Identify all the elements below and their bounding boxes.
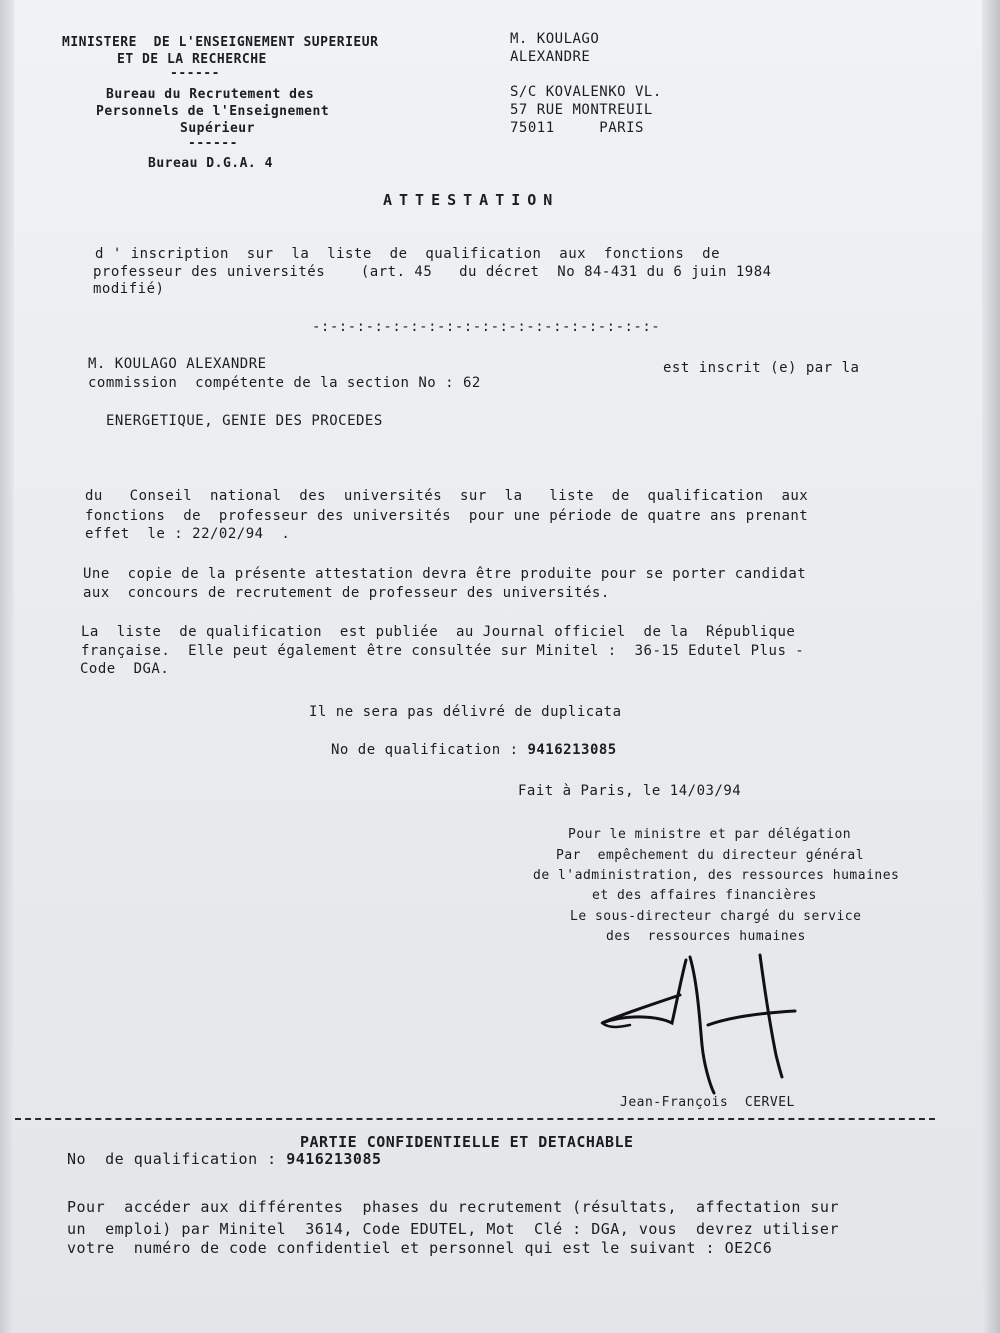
bureau-line3: Supérieur (180, 121, 255, 136)
qualification-number: 9416213085 (527, 742, 617, 758)
candidate-name: M. KOULAGO ALEXANDRE (88, 356, 267, 372)
handwritten-signature (590, 945, 810, 1095)
confidential-line3: votre numéro de code confidentiel et personnel qui est le suivant : OE2C6 (67, 1239, 773, 1257)
signature-block-line3: de l'administration, des ressources humaines (533, 868, 900, 883)
signature-block-line5: Le sous-directeur chargé du service (570, 909, 862, 924)
intro-line2: professeur des universités (art. 45 du décret No 84-431 du 6 juin 1984 (93, 264, 772, 280)
paragraph1-line2: fonctions de professeur des universités pour une période de quatre ans prenant (85, 508, 809, 524)
recipient-address-line2: 57 RUE MONTREUIL (510, 102, 653, 118)
intro-line1: d ' inscription sur la liste de qualification aux fonctions de (95, 246, 721, 262)
paper-edge-right (982, 0, 1000, 1333)
confidential-qualification-number: 9416213085 (286, 1150, 382, 1168)
recipient-name-line1: M. KOULAGO (510, 31, 600, 47)
qualification-line (331, 742, 617, 758)
paragraph1-line1: du Conseil national des universités sur la liste de qualification aux (85, 488, 809, 504)
ministry-line2: ET DE LA RECHERCHE (117, 52, 267, 67)
signature-block-line4: et des affaires financières (592, 888, 817, 903)
paragraph2-line1: Une copie de la présente attestation devra être produite pour se porter candidat (83, 566, 807, 582)
place-date: Fait à Paris, le 14/03/94 (518, 783, 742, 799)
confidential-title: PARTIE CONFIDENTIELLE ET DETACHABLE (300, 1133, 634, 1151)
no-duplicata-notice: Il ne sera pas délivré de duplicata (309, 704, 622, 720)
section-name: ENERGETIQUE, GENIE DES PROCEDES (106, 413, 383, 429)
header-separator-2: ------ (188, 136, 238, 151)
confidential-qualification-line (67, 1150, 382, 1168)
paragraph3-line1: La liste de qualification est publiée au Journal officiel de la République (81, 624, 796, 640)
bureau-dga: Bureau D.G.A. 4 (148, 156, 273, 171)
recipient-address-line3: 75011 PARIS (510, 120, 644, 136)
inscription-statement: est inscrit (e) par la (663, 360, 860, 376)
signatory-name: Jean-François CERVEL (620, 1095, 795, 1110)
signature-block-line1: Pour le ministre et par délégation (568, 827, 852, 842)
detach-cut-line (15, 1118, 935, 1120)
qualification-label: No de qualification : (331, 742, 528, 758)
confidential-line1: Pour accéder aux différentes phases du recrutement (résultats, affectation sur (67, 1198, 839, 1216)
paragraph2-line2: aux concours de recrutement de professeur des universités. (83, 585, 610, 601)
recipient-name-line2: ALEXANDRE (510, 49, 591, 65)
header-separator-1: ------ (170, 66, 220, 81)
paragraph3-line3: Code DGA. (80, 661, 170, 677)
bureau-line2: Personnels de l'Enseignement (96, 104, 330, 119)
signature-block-line2: Par empêchement du directeur général (556, 848, 865, 863)
commission-section: commission compétente de la section No : 62 (88, 375, 481, 391)
intro-line3: modifié) (93, 281, 165, 297)
paragraph1-line3: effet le : 22/02/94 . (85, 526, 291, 542)
document-title: ATTESTATION (383, 191, 560, 209)
confidential-qualification-label: No de qualification : (67, 1150, 287, 1168)
section-separator: -:-:-:-:-:-:-:-:-:-:-:-:-:-:-:-:-:-:-:- (312, 319, 661, 335)
paragraph3-line2: française. Elle peut également être consultée sur Minitel : 36-15 Edutel Plus - (81, 643, 805, 659)
bureau-line1: Bureau du Recrutement des (106, 87, 315, 102)
signature-block-line6: des ressources humaines (606, 929, 806, 944)
paper-edge-left (0, 0, 14, 1333)
confidential-line2: un emploi) par Minitel 3614, Code EDUTEL, Mot Clé : DGA, vous devrez utiliser (67, 1220, 839, 1238)
recipient-address-line1: S/C KOVALENKO VL. (510, 84, 662, 100)
ministry-line1: MINISTERE DE L'ENSEIGNEMENT SUPERIEUR (62, 35, 379, 50)
